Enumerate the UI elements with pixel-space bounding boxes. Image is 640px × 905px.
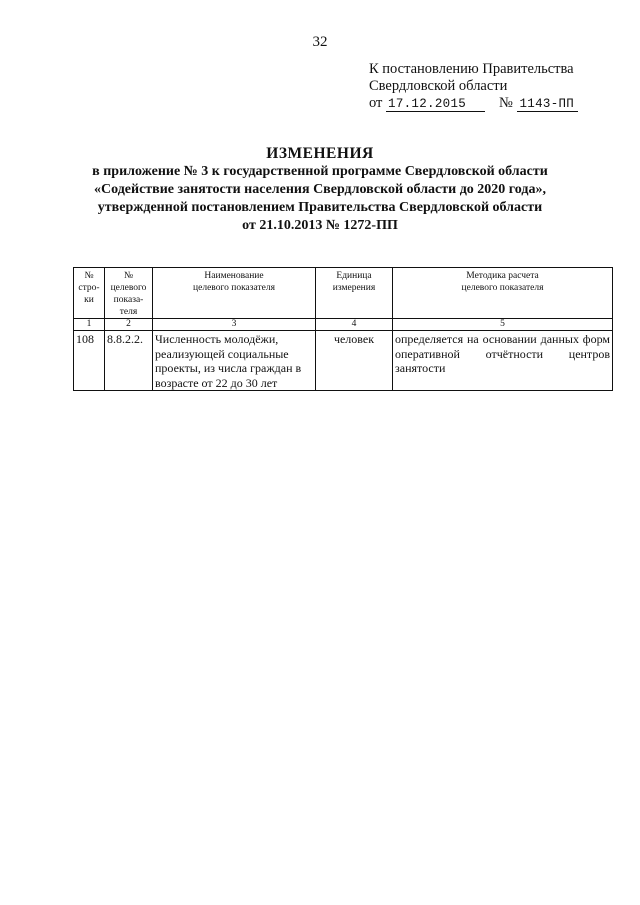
header-calculation-method: Методика расчета целевого показателя [393, 268, 613, 319]
column-number: 3 [153, 319, 316, 331]
header-indicator-name: Наименование целевого показателя [153, 268, 316, 319]
header-row-number: № стро- ки [74, 268, 105, 319]
cell-indicator-number: 8.8.2.2. [105, 331, 153, 391]
cell-indicator-name: Численность молодёжи, реализующей социальные проекты, из числа граждан в возрасте от 22 до 30 лет [153, 331, 316, 391]
page-number: 32 [312, 34, 328, 50]
column-number: 1 [74, 319, 105, 331]
resolution-date: 17.12.2015 [386, 97, 485, 112]
column-number: 4 [316, 319, 393, 331]
heading-line-1: в приложение № 3 к государственной программе Свердловской области [92, 164, 548, 179]
number-prefix: № [499, 95, 513, 111]
resolution-number: 1143-ПП [517, 97, 578, 112]
heading-line-3: утвержденной постановлением Правительства Свердловской области [97, 200, 543, 215]
approval-line-2: Свердловской области [369, 78, 508, 94]
heading-line-2: «Содействие занятости населения Свердловской области до 2020 года», [94, 182, 546, 197]
heading-line-4: от 21.10.2013 № 1272-ПП [242, 218, 398, 233]
cell-row-number: 108 [74, 331, 105, 391]
date-prefix: от [369, 95, 383, 111]
approval-block [369, 61, 578, 112]
approval-date-line [369, 95, 578, 112]
indicators-table [73, 267, 613, 391]
table-header-row [74, 268, 613, 319]
column-numbers-row [74, 319, 613, 331]
cell-unit: человек [316, 331, 393, 391]
column-number: 2 [105, 319, 153, 331]
approval-line-1: К постановлению Правительства [369, 61, 574, 77]
cell-calculation-method: определяется на основании данных форм оперативной отчётности центров занятости [393, 331, 613, 391]
document-heading [0, 145, 640, 235]
table-row [74, 331, 613, 391]
heading-title: ИЗМЕНЕНИЯ [266, 145, 374, 162]
header-unit: Единица измерения [316, 268, 393, 319]
header-indicator-number: № целевого показа- теля [105, 268, 153, 319]
column-number: 5 [393, 319, 613, 331]
